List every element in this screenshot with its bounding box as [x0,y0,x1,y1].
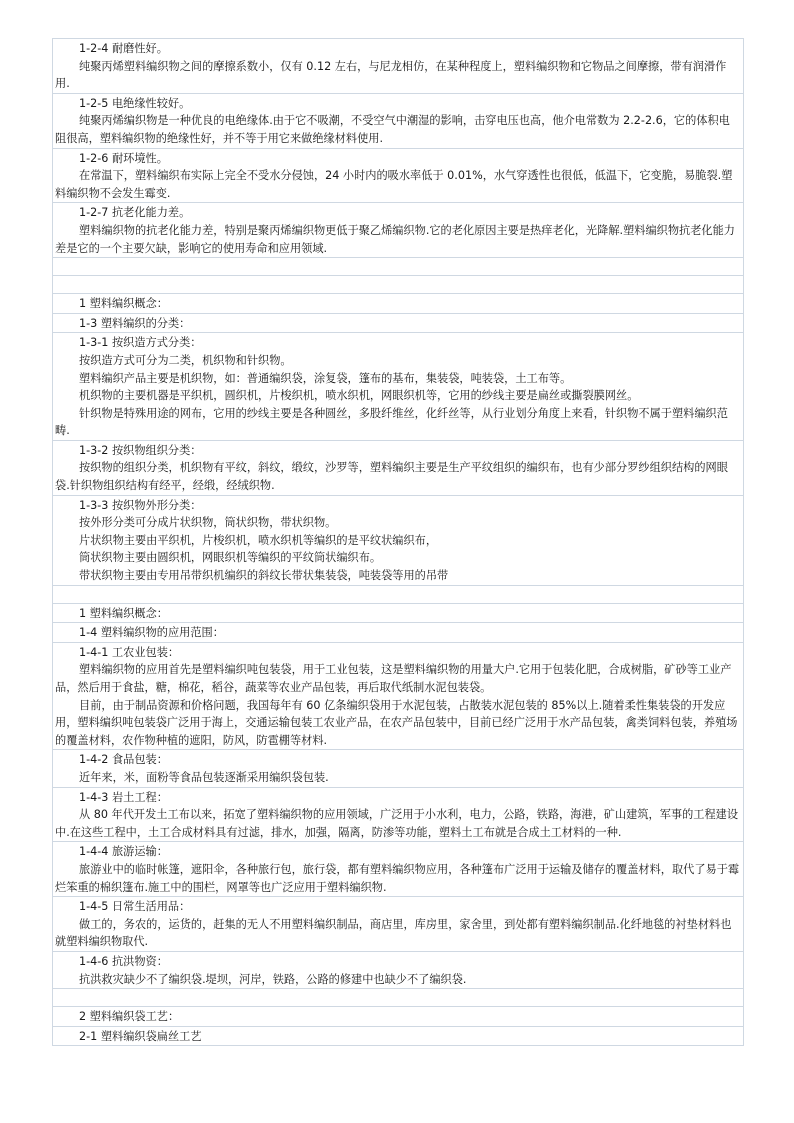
section-row [53,203,744,258]
section-heading: 2-1 塑料编织袋扁丝工艺 [79,1029,202,1043]
section-cell [53,585,744,603]
section-cell [53,148,744,203]
section-heading: 1-2-4 耐磨性好。 [79,42,168,55]
section-row [53,93,744,148]
section-cell [53,203,744,258]
section-cell [53,276,744,294]
section-row [53,842,744,897]
section-heading: 1-3-1 按织造方式分类： [79,336,202,350]
section-heading: 1-2-6 耐环境性。 [79,151,168,165]
section-cell [53,333,744,441]
section-paragraph: 针织物是特殊用途的网布，它用的纱线主要是各种圆丝，多股纤维丝，化纤丝等，从行业划分角度上来看，针织物不属于塑料编织范畴. [55,406,728,438]
section-paragraph: 塑料编织物的应用首先是塑料编织吨包装袋，用于工业包装，这是塑料编织物的用量大户.它用于包装化肥，合成树脂，矿砂等工业产品，然后用于食盐，糖，棉花，稻谷，蔬菜等农业产品包装，再后取代纸制水泥包装袋。 [55,663,732,694]
blank-row [53,585,744,603]
section-paragraph: 近年来，米，面粉等食品包装逐渐采用编织袋包装. [79,770,329,784]
section-heading: 1-4 塑料编织物的应用范围： [79,626,224,640]
section-row [53,294,744,314]
section-paragraph: 纯聚丙烯塑料编织物之间的摩擦系数小，仅有 0.12 左右，与尼龙相仿，在某种程度上，塑料编织物和它物品之间摩擦，带有润滑作用. [55,59,727,91]
section-cell [53,623,744,643]
section-paragraph: 按织造方式可分为二类，机织物和针织物。 [79,353,292,367]
section-paragraph: 在常温下，塑料编织布实际上完全不受水分侵蚀，24 小时内的吸水率低于 0.01%，水气穿透性也很低，低温下，它变脆，易脆裂.塑料编织物不会发生霉变. [55,169,733,200]
section-paragraph: 纯聚丙烯编织物是一种优良的电绝缘体.由于它不吸潮，不受空气中潮湿的影响，击穿电压也高，他介电常数为 2.2-2.6，它的体积电阻很高，塑料编织物的绝缘性好，并不等于用它来做绝缘材料使用. [55,114,730,145]
section-cell [53,842,744,897]
section-cell [53,603,744,623]
section-row [53,495,744,585]
section-heading: 1-4-4 旅游运输： [79,845,168,859]
section-heading: 1-4-3 岩土工程： [79,790,168,804]
section-cell [53,313,744,333]
section-cell [53,989,744,1007]
section-heading: 1-4-2 食品包装： [79,753,168,767]
blank-row [53,276,744,294]
blank-row [53,989,744,1007]
section-heading: 1 塑料编织概念： [79,606,168,620]
section-cell [53,258,744,276]
section-paragraph: 目前，由于制品资源和价格问题，我国每年有 60 亿条编织袋用于水泥包装，占散装水泥包装的 85%以上.随着柔性集装袋的开发应用，塑料编织吨包装袋广泛用于海上，交通运输包装工农业产品，在农产品包装中，目前已经广泛用于水产品包装，禽类饲料包装，养殖场的覆盖材料，农作物种植的遮阳，防风，防雹棚等材料. [55,698,738,747]
section-row [53,603,744,623]
section-cell [53,294,744,314]
section-row [53,1007,744,1027]
section-heading: 1-4-1 工农业包装： [79,645,180,659]
section-paragraph: 片状织物主要由平织机，片梭织机，喷水织机等编织的是平纹状编织布， [79,533,438,547]
section-row [53,787,744,842]
section-row [53,148,744,203]
section-cell [53,897,744,952]
section-paragraph: 按织物的组织分类，机织物有平纹，斜纹，缎纹，沙罗等，塑料编织主要是生产平纹组织的编织布，也有少部分罗纱组织结构的网眼袋.针织物组织结构有经平，经缎，经绒织物. [55,461,728,493]
section-row [53,951,744,988]
section-heading: 1-2-7 抗老化能力差。 [79,206,191,220]
section-heading: 2 塑料编织袋工艺： [79,1010,180,1024]
section-paragraph: 塑料编织产品主要是机织物，如：普通编织袋，涂复袋，篷布的基布，集装袋，吨装袋，土工布等。 [79,371,572,385]
section-cell [53,93,744,148]
section-paragraph: 带状织物主要由专用吊带织机编织的斜纹长带状集装袋，吨装袋等用的吊带 [79,569,449,583]
section-heading: 1-3-3 按织物外形分类： [79,498,202,512]
section-row [53,313,744,333]
section-cell [53,1026,744,1046]
section-heading: 1 塑料编织概念： [79,297,168,311]
section-paragraph: 旅游业中的临时帐篷，遮阳伞，各种旅行包，旅行袋，都有塑料编织物应用，各种篷布广泛用于运输及储存的覆盖材料，取代了易于霉烂笨重的棉织篷布.施工中的围栏，网罩等也广泛应用于塑料编织物. [55,862,740,894]
section-cell [53,951,744,988]
section-heading: 1-3 塑料编织的分类： [79,316,191,330]
section-heading: 1-4-5 日常生活用品： [79,900,191,914]
section-paragraph: 做工的，务农的，运货的，赶集的无人不用塑料编织制品，商店里，库房里，家舍里，到处都有塑料编织制品.化纤地毯的衬垫材料也就塑料编织物取代. [55,917,732,949]
section-paragraph: 按外形分类可分成片状织物，筒状织物，带状织物。 [79,516,337,530]
section-row [53,642,744,750]
section-cell [53,787,744,842]
section-heading: 1-2-5 电绝缘性较好。 [79,96,191,110]
section-row [53,750,744,787]
section-row [53,623,744,643]
section-paragraph: 塑料编织物的抗老化能力差，特别是聚丙烯编织物更低于聚乙烯编织物.它的老化原因主要是热痒老化，光降解.塑料编织物抗老化能力差是它的一个主要欠缺，影响它的使用寿命和应用领域. [55,223,735,255]
section-cell [53,1007,744,1027]
section-cell [53,750,744,787]
section-paragraph: 从 80 年代开发土工布以来，拓宽了塑料编织物的应用领域，广泛用于小水利，电力，公路，铁路，海港，矿山建筑，军事的工程建设中.在这些工程中，土工合成材料具有过滤，排水，加强，隔离，防渗等功能，塑料土工布就是合成土工材料的一种. [55,808,739,839]
section-row [53,1026,744,1046]
section-heading: 1-4-6 抗洪物资： [79,954,168,968]
section-row [53,333,744,441]
section-cell [53,642,744,750]
section-heading: 1-3-2 按织物组织分类： [79,443,202,457]
section-cell [53,440,744,495]
document-table [52,38,744,1046]
document-body [53,39,744,1046]
section-row [53,897,744,952]
section-paragraph: 筒状织物主要由圆织机，网眼织机等编织的平纹筒状编织布。 [79,551,382,565]
section-paragraph: 抗洪救灾缺少不了编织袋.堤坝，河岸，铁路，公路的修建中也缺少不了编织袋. [79,972,467,986]
section-row [53,440,744,495]
section-row [53,39,744,94]
section-paragraph: 机织物的主要机器是平织机，圆织机，片梭织机，喷水织机，网眼织机等，它用的纱线主要是扁丝或撕裂膜网丝。 [79,389,639,403]
blank-row [53,258,744,276]
section-cell [53,39,744,94]
section-cell [53,495,744,585]
